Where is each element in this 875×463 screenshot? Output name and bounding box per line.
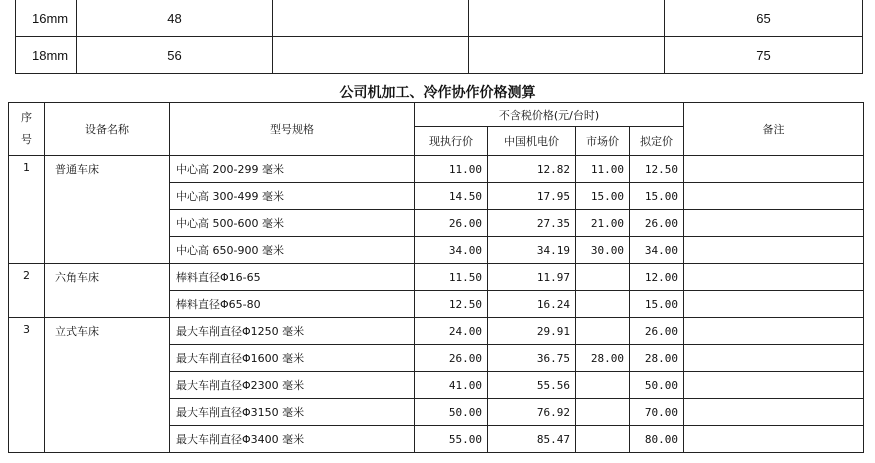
spec-cell: 最大车削直径Φ3400 毫米 — [170, 426, 415, 453]
current-price-cell: 55.00 — [415, 426, 488, 453]
remark-cell — [684, 183, 864, 210]
header-name: 设备名称 — [45, 103, 170, 156]
current-price-cell: 34.00 — [415, 237, 488, 264]
table-row — [9, 318, 864, 345]
current-price-cell: 12.50 — [415, 291, 488, 318]
remark-cell — [684, 399, 864, 426]
proposed-price-cell: 12.50 — [630, 156, 684, 183]
header-cmec: 中国机电价 — [488, 127, 576, 156]
remark-cell — [684, 318, 864, 345]
top-row — [16, 37, 863, 74]
spec-cell: 中心高 300-499 毫米 — [170, 183, 415, 210]
equipment-name-cell: 普通车床 — [45, 156, 170, 264]
proposed-price-cell: 50.00 — [630, 372, 684, 399]
spec-cell: 中心高 200-299 毫米 — [170, 156, 415, 183]
remark-cell — [684, 426, 864, 453]
spec-cell: 最大车削直径Φ1600 毫米 — [170, 345, 415, 372]
current-price-cell: 11.00 — [415, 156, 488, 183]
proposed-price-cell: 28.00 — [630, 345, 684, 372]
current-price-cell: 50.00 — [415, 399, 488, 426]
cmec-price-cell: 16.24 — [488, 291, 576, 318]
market-price-cell — [576, 399, 630, 426]
remark-cell — [684, 264, 864, 291]
current-price-cell: 26.00 — [415, 210, 488, 237]
proposed-price-cell: 80.00 — [630, 426, 684, 453]
current-price-cell: 41.00 — [415, 372, 488, 399]
market-price-cell — [576, 318, 630, 345]
market-price-cell: 15.00 — [576, 183, 630, 210]
value-cell — [469, 37, 665, 74]
market-price-cell — [576, 372, 630, 399]
cmec-price-cell: 17.95 — [488, 183, 576, 210]
market-price-cell: 28.00 — [576, 345, 630, 372]
spec-cell: 最大车削直径Φ2300 毫米 — [170, 372, 415, 399]
cmec-price-cell: 29.91 — [488, 318, 576, 345]
equipment-name-cell: 六角车床 — [45, 264, 170, 318]
top-size-table — [15, 0, 863, 74]
current-price-cell: 11.50 — [415, 264, 488, 291]
current-price-cell: 26.00 — [415, 345, 488, 372]
value-cell: 65 — [665, 0, 863, 37]
size-cell: 16mm — [16, 0, 77, 37]
cmec-price-cell: 12.82 — [488, 156, 576, 183]
header-spec: 型号规格 — [170, 103, 415, 156]
cmec-price-cell: 34.19 — [488, 237, 576, 264]
market-price-cell — [576, 426, 630, 453]
cmec-price-cell: 85.47 — [488, 426, 576, 453]
current-price-cell: 14.50 — [415, 183, 488, 210]
table-row — [9, 156, 864, 183]
market-price-cell: 11.00 — [576, 156, 630, 183]
value-cell: 56 — [77, 37, 273, 74]
size-cell: 18mm — [16, 37, 77, 74]
seq-cell: 1 — [9, 156, 45, 264]
market-price-cell — [576, 291, 630, 318]
table-row — [9, 264, 864, 291]
spec-cell: 最大车削直径Φ3150 毫米 — [170, 399, 415, 426]
value-cell: 75 — [665, 37, 863, 74]
cmec-price-cell: 55.56 — [488, 372, 576, 399]
value-cell: 48 — [77, 0, 273, 37]
remark-cell — [684, 210, 864, 237]
market-price-cell: 21.00 — [576, 210, 630, 237]
page-title: 公司机加工、冷作协作价格测算 — [339, 85, 536, 101]
remark-cell — [684, 156, 864, 183]
proposed-price-cell: 15.00 — [630, 291, 684, 318]
top-row — [16, 0, 863, 37]
header-seq-bottom: 号 — [21, 133, 32, 146]
cmec-price-cell: 36.75 — [488, 345, 576, 372]
remark-cell — [684, 237, 864, 264]
remark-cell — [684, 372, 864, 399]
seq-cell: 3 — [9, 318, 45, 453]
price-table — [8, 102, 864, 453]
remark-cell — [684, 345, 864, 372]
market-price-cell — [576, 264, 630, 291]
value-cell — [273, 0, 469, 37]
spec-cell: 棒料直径Φ65-80 — [170, 291, 415, 318]
value-cell — [469, 0, 665, 37]
proposed-price-cell: 26.00 — [630, 210, 684, 237]
proposed-price-cell: 70.00 — [630, 399, 684, 426]
spec-cell: 中心高 650-900 毫米 — [170, 237, 415, 264]
header-seq-top: 序 — [21, 111, 32, 124]
header-seq — [9, 103, 45, 156]
spec-cell: 中心高 500-600 毫米 — [170, 210, 415, 237]
header-market: 市场价 — [576, 127, 630, 156]
spec-cell: 最大车削直径Φ1250 毫米 — [170, 318, 415, 345]
header-price-group: 不含税价格(元/台时) — [415, 103, 684, 127]
header-proposed: 拟定价 — [630, 127, 684, 156]
proposed-price-cell: 26.00 — [630, 318, 684, 345]
current-price-cell: 24.00 — [415, 318, 488, 345]
value-cell — [273, 37, 469, 74]
remark-cell — [684, 291, 864, 318]
cmec-price-cell: 76.92 — [488, 399, 576, 426]
header-remark: 备注 — [684, 103, 864, 156]
market-price-cell: 30.00 — [576, 237, 630, 264]
cmec-price-cell: 27.35 — [488, 210, 576, 237]
proposed-price-cell: 15.00 — [630, 183, 684, 210]
seq-cell: 2 — [9, 264, 45, 318]
proposed-price-cell: 12.00 — [630, 264, 684, 291]
header-current: 现执行价 — [415, 127, 488, 156]
equipment-name-cell: 立式车床 — [45, 318, 170, 453]
spec-cell: 棒料直径Φ16-65 — [170, 264, 415, 291]
cmec-price-cell: 11.97 — [488, 264, 576, 291]
proposed-price-cell: 34.00 — [630, 237, 684, 264]
